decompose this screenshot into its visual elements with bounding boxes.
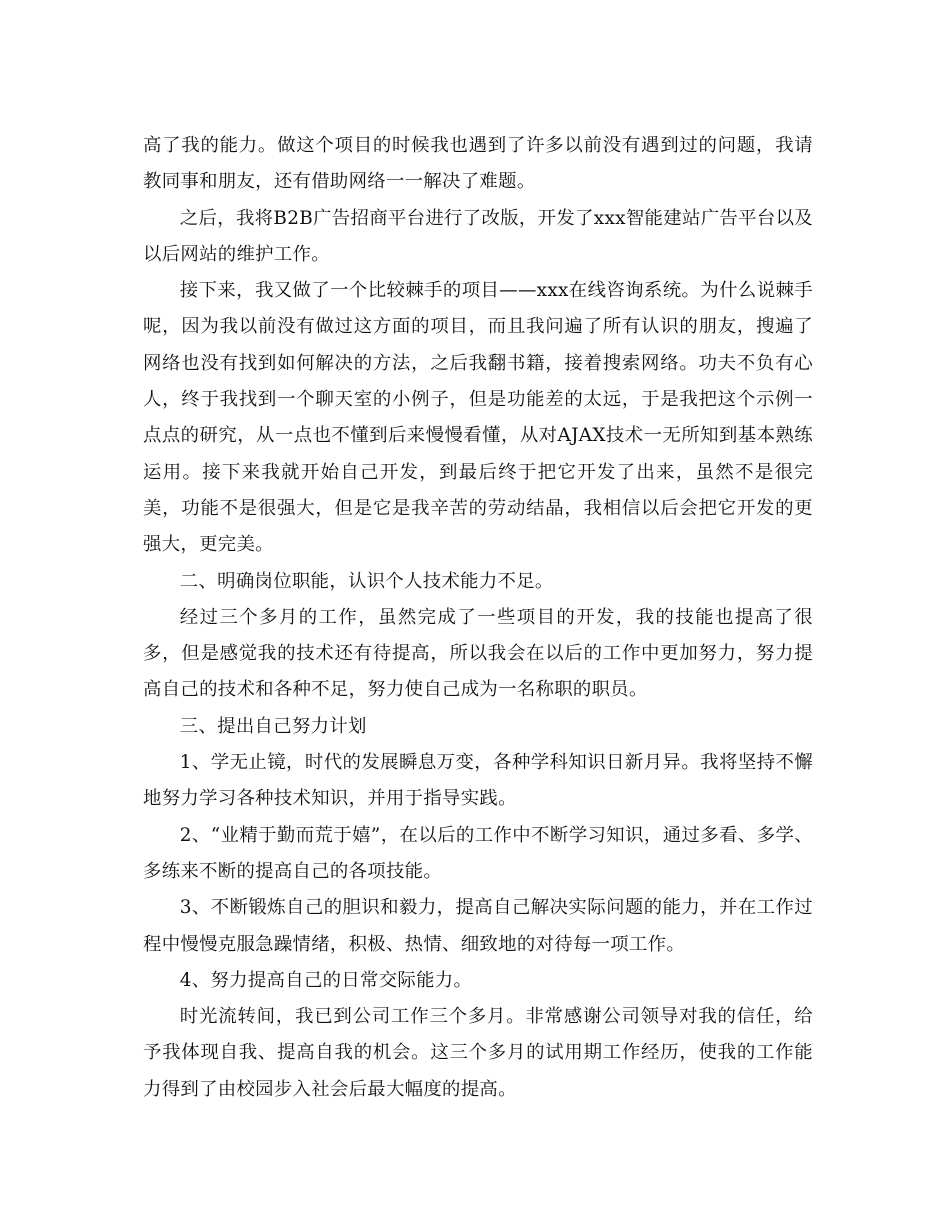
closing-paragraph: 时光流转间，我已到公司工作三个多月。非常感谢公司领导对我的信任，给予我体现自我、提高自我的机会。这三个多月的试用期工作经历，使我的工作能力得到了由校园步入社会后最大幅度的提高。 xyxy=(143,1006,813,1100)
plan-item-1: 1、学无止镜，时代的发展瞬息万变，各种学科知识日新月异。我将坚持不懈地努力学习各种技术知识，并用于指导实践。 xyxy=(143,752,813,810)
paragraph-4: 经过三个多月的工作，虽然完成了一些项目的开发，我的技能也提高了很多，但是感觉我的技术还有待提高，所以我会在以后的工作中更加努力，努力提高自己的技术和各种不足，努力使自己成为一名称职的职员。 xyxy=(143,606,813,701)
paragraph-3: 接下来，我又做了一个比较棘手的项目——xxx在线咨询系统。为什么说棘手呢，因为我以前没有做过这方面的项目，而且我问遍了所有认识的朋友，搜遍了网络也没有找到如何解决的方法，之后我翻书籍，接着搜索网络。功夫不负有心人，终于我找到一个聊天室的小例子，但是功能差的太远，于是我把这个示例一点点的研究，从一点也不懂到后来慢慢看懂，从对AJAX技术一无所知到基本熟练运用。接下来我就开始自己开发，到最后终于把它开发了出来，虽然不是很完美，功能不是很强大，但是它是我辛苦的劳动结晶，我相信以后会把它开发的更强大，更完美。 xyxy=(143,280,813,556)
plan-item-4: 4、努力提高自己的日常交际能力。 xyxy=(179,969,473,991)
plan-item-3: 3、不断锻炼自己的胆识和毅力，提高自己解决实际问题的能力，并在工作过程中慢慢克服急躁情绪，积极、热情、细致地的对待每一项工作。 xyxy=(143,897,813,955)
plan-item-2: 2、“业精于勤而荒于嬉”，在以后的工作中不断学习知识，通过多看、多学、多练来不断的提高自己的各项技能。 xyxy=(143,824,813,882)
section-heading-3: 三、提出自己努力计划 xyxy=(179,715,367,737)
paragraph-1: 高了我的能力。做这个项目的时候我也遇到了许多以前没有遇到过的问题，我请教同事和朋友，还有借助网络一一解决了难题。 xyxy=(143,135,813,193)
section-heading-2: 二、明确岗位职能，认识个人技术能力不足。 xyxy=(179,570,554,592)
paragraph-2: 之后，我将B2B广告招商平台进行了改版，开发了xxx智能建站广告平台以及以后网站的维护工作。 xyxy=(143,207,813,265)
document-body xyxy=(143,128,813,1108)
